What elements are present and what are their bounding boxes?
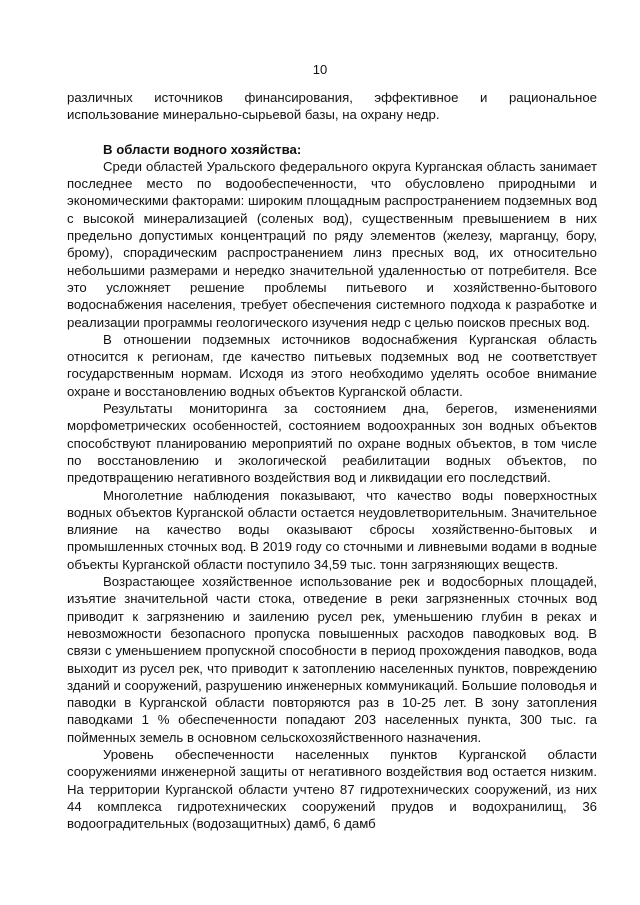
page-number: 10 bbox=[312, 62, 328, 77]
body-text bbox=[67, 89, 597, 832]
paragraph-monitoring: Результаты мониторинга за состоянием дна, берегов, изменениями морфометрических особенностей, состоянием водоохранных зон водных объектов способствуют планированию мероприятий по охране водных объектов, в том числе по восстановлению и экологической реабилитации водных объектов, по предотвращению негативного воздействия вод и ликвидации его последствий. bbox=[67, 401, 597, 486]
paragraph-continuation: различных источников финансирования, эффективное и рациональное использование минерально-сырьевой базы, на охрану недр. bbox=[67, 90, 597, 123]
paragraph-protection-structures: Уровень обеспеченности населенных пунктов Курганской области сооружениями инженерной защиты от негативного воздействия вод остается низким. На территории Курганской области учтено 87 гидротехнических сооружений, из них 44 комплекса гидротехнических сооружений прудов и водохранилищ, 36 водооградительных (водозащитных) дамб, 6 дамб bbox=[67, 746, 597, 832]
paragraph-water-supply: Среди областей Уральского федерального округа Курганская область занимает последнее место по водообеспеченности, что обусловлено природными и экономическими факторами: широким площадным распространением подземных вод с высокой минерализацией (соленых вод), существенным превышением в них предельно допустимых концентраций по ряду элементов (железу, марганцу, бору, брому), спорадическим распространением линз пресных вод, их относительно небольшими размерами и нередко значительной удаленностью от потребителя. Все это усложняет решение проблемы питьевого и хозяйственно-бытового водоснабжения населения, требует обеспечения системного подхода к разработке и реализации программы геологического изучения недр с целью поисков пресных вод. bbox=[67, 158, 597, 330]
paragraph-flooding: Возрастающее хозяйственное использование рек и водосборных площадей, изъятие значительной части стока, отведение в реки загрязненных сточных вод приводит к загрязнению и заилению русел рек, уменьшению глубин в реках и невозможности безопасного пропуска повышенных расходов паводковых вод. В связи с уменьшением пропускной способности в период прохождения паводков, вода выходит из русел рек, что приводит к затоплению населенных пунктов, повреждению зданий и сооружений, разрушению инженерных коммуникаций. Большие половодья и паводки в Курганской области повторяются раз в 10-25 лет. В зону затопления паводками 1 % обеспеченности попадают 203 населенных пункта, 300 тыс. га пойменных земель в основном сельскохозяйственного назначения. bbox=[67, 574, 597, 745]
paragraph-water-quality: Многолетние наблюдения показывают, что качество воды поверхностных водных объектов Курганской области остается неудовлетворительным. Значительное влияние на качество воды оказывают сбросы хозяйственно-бытовых и промышленных сточных вод. В 2019 году со сточными и ливневыми водами в водные объекты Курганской области поступило 34,59 тыс. тонн загрязняющих веществ. bbox=[67, 487, 597, 572]
paragraph-groundwater: В отношении подземных источников водоснабжения Курганская область относится к регионам, где качество питьевых подземных вод не соответствует государственным нормам. Исходя из этого необходимо уделять особое внимание охране и восстановлению водных объектов Курганской области. bbox=[67, 331, 597, 399]
section-heading-water: В области водного хозяйства: bbox=[103, 141, 302, 157]
